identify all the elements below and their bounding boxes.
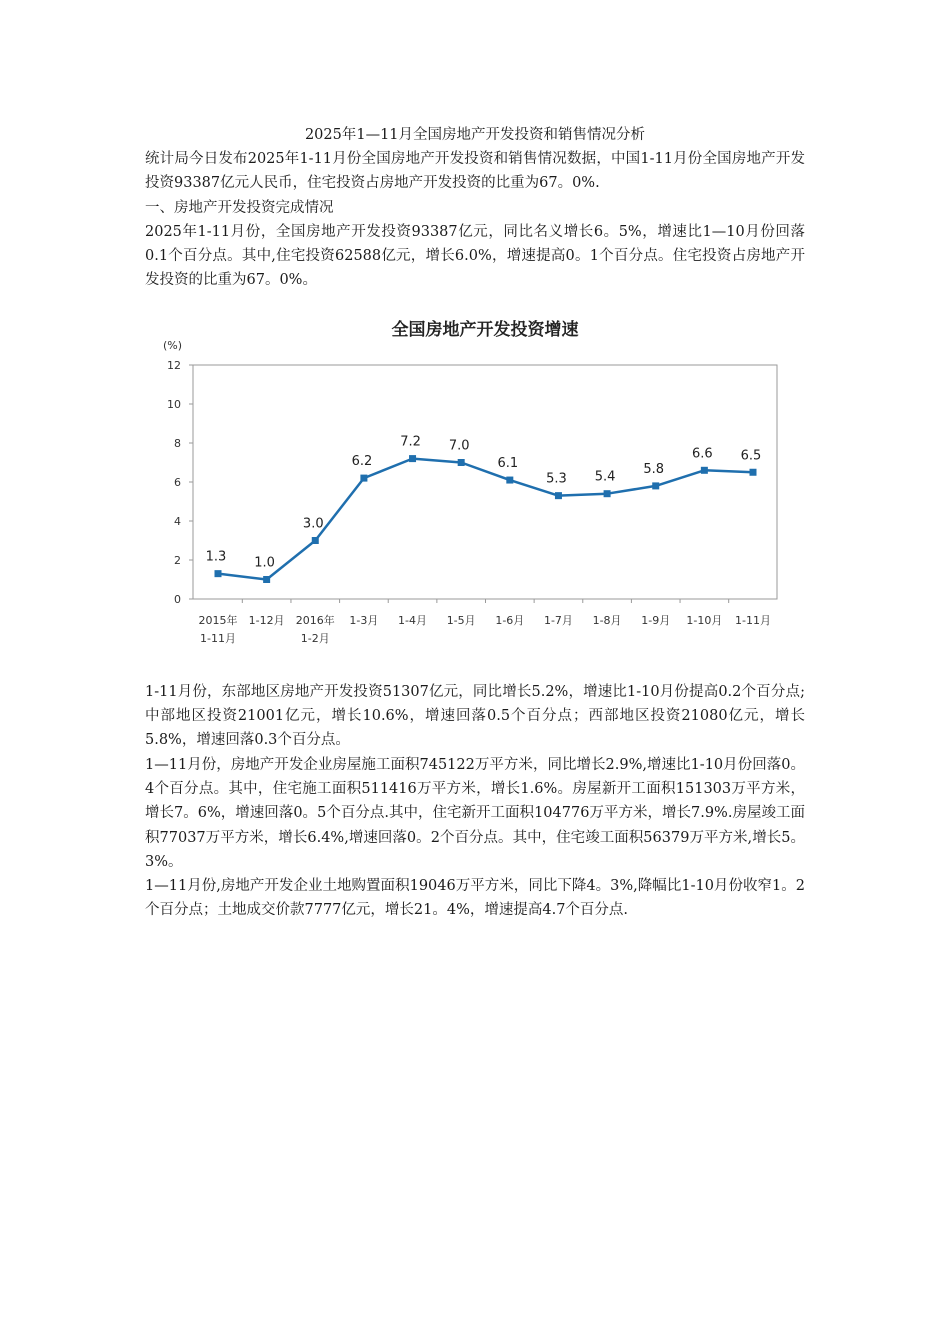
data-point bbox=[652, 482, 659, 489]
data-point bbox=[409, 455, 416, 462]
x-tick-label: 1-4月 bbox=[398, 613, 428, 627]
data-point bbox=[604, 490, 611, 497]
y-axis-unit-label: (%) bbox=[163, 338, 183, 352]
x-tick-label: 1-3月 bbox=[349, 613, 379, 627]
x-tick-label: 1-11月 bbox=[200, 631, 236, 645]
y-tick-label: 6 bbox=[174, 475, 181, 489]
y-tick-label: 4 bbox=[174, 514, 181, 528]
y-tick-label: 12 bbox=[167, 358, 181, 372]
data-label: 5.8 bbox=[643, 461, 665, 477]
x-tick-label: 1-11月 bbox=[735, 613, 771, 627]
data-label: 1.0 bbox=[254, 555, 275, 571]
data-label: 5.4 bbox=[594, 469, 616, 485]
x-tick-label: 2015年 bbox=[198, 613, 238, 627]
data-label: 5.3 bbox=[546, 471, 567, 487]
data-label: 6.6 bbox=[692, 446, 713, 462]
document-page bbox=[145, 124, 805, 923]
data-point bbox=[750, 469, 757, 476]
data-label: 1.3 bbox=[205, 549, 227, 565]
floor-area-paragraph: 1—11月份，房地产开发企业房屋施工面积745122万平方米，同比增长2.9%,增速比1-10月份回落0。4个百分点。其中，住宅施工面积511416万平方米，增长1.6%。房屋新开工面积151303万平方米，增长7。6%，增速回落0。5个百分点.其中，住宅新开工面积104776万平方米，增长7.9%.房屋竣工面积77037万平方米，增长6.4%,增速回落0。2个百分点。其中，住宅竣工面积56379万平方米,增长5。3%。 bbox=[145, 756, 805, 870]
y-tick-label: 10 bbox=[167, 397, 181, 411]
plot-frame bbox=[193, 365, 777, 599]
data-label: 7.2 bbox=[400, 434, 421, 450]
data-point bbox=[360, 474, 367, 481]
x-tick-label: 1-8月 bbox=[592, 613, 622, 627]
data-point bbox=[555, 492, 562, 499]
data-label: 6.5 bbox=[740, 448, 762, 464]
data-point bbox=[312, 537, 319, 544]
series-line bbox=[218, 455, 753, 579]
x-tick-label: 1-2月 bbox=[300, 631, 330, 645]
investment-paragraph: 2025年1-11月份，全国房地产开发投资93387亿元，同比名义增长6。5%，增速比1—10月份回落0.1个百分点。其中,住宅投资62588亿元，增长6.0%，增速提高0。1个百分点。住宅投资占房地产开发投资的比重为67。0%。 bbox=[145, 223, 805, 289]
x-tick-label: 1-5月 bbox=[446, 613, 476, 627]
x-tick-label: 2016年 bbox=[295, 613, 335, 627]
data-point bbox=[263, 576, 270, 583]
x-tick-label: 1-10月 bbox=[686, 613, 723, 627]
chart-svg bbox=[145, 317, 795, 662]
x-tick-label: 1-6月 bbox=[495, 613, 525, 627]
regional-paragraph: 1-11月份，东部地区房地产开发投资51307亿元，同比增长5.2%，增速比1-10月份提高0.2个百分点;中部地区投资21001亿元，增长10.6%，增速回落0.5个百分点；西部地区投资21080亿元，增长5.8%，增速回落0.3个百分点。 bbox=[145, 683, 805, 749]
data-label: 3.0 bbox=[302, 516, 324, 532]
x-tick-label: 1-9月 bbox=[641, 613, 671, 627]
investment-growth-chart bbox=[145, 317, 795, 662]
document-title: 2025年1—11月全国房地产开发投资和销售情况分析 bbox=[304, 127, 646, 143]
chart-title: 全国房地产开发投资增速 bbox=[391, 319, 579, 340]
data-point bbox=[701, 467, 708, 474]
x-tick-label: 1-12月 bbox=[248, 613, 285, 627]
x-tick-label: 1-7月 bbox=[543, 613, 573, 627]
intro-paragraph: 统计局今日发布2025年1-11月份全国房地产开发投资和销售情况数据，中国1-11月份全国房地产开发投资93387亿元人民币，住宅投资占房地产开发投资的比重为67。0%. bbox=[145, 151, 805, 192]
land-paragraph: 1—11月份,房地产开发企业土地购置面积19046万平方米，同比下降4。3%,降幅比1-10月份收窄1。2个百分点；土地成交价款7777亿元，增长21。4%，增速提高4.7个百分点. bbox=[145, 878, 805, 919]
y-tick-label: 2 bbox=[174, 553, 181, 567]
data-point bbox=[458, 459, 465, 466]
y-tick-label: 0 bbox=[174, 592, 181, 606]
data-label: 6.2 bbox=[351, 453, 373, 469]
data-label: 6.1 bbox=[497, 455, 519, 471]
data-label: 7.0 bbox=[448, 438, 470, 454]
data-point bbox=[215, 570, 222, 577]
data-point bbox=[506, 476, 513, 483]
y-tick-label: 8 bbox=[174, 436, 181, 450]
section-heading: 一、房地产开发投资完成情况 bbox=[145, 199, 334, 216]
